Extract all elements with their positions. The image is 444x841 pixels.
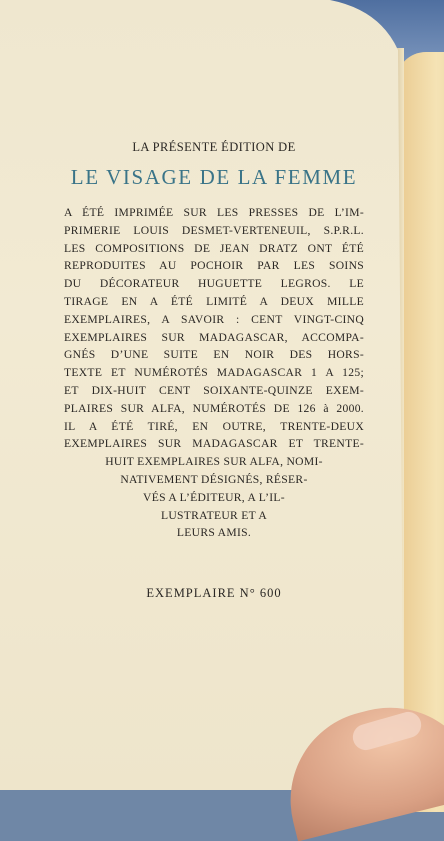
text-line: NATIVEMENT DÉSIGNÉS, RÉSER-: [120, 472, 308, 486]
book-title: LE VISAGE DE LA FEMME: [70, 165, 358, 189]
text-line: LES COMPOSITIONS DE JEAN DRATZ ONT ÉTÉ: [64, 241, 364, 255]
copy-number: EXEMPLAIRE N° 600: [146, 586, 282, 601]
text-line: LUSTRATEUR ET A: [160, 508, 268, 522]
intro-line: LA PRÉSENTE ÉDITION DE: [132, 140, 296, 154]
text-line: TIRAGE EN A ÉTÉ LIMITÉ A DEUX MILLE: [64, 294, 364, 308]
text-line: EXEMPLAIRES SUR MADAGASCAR ET TRENTE-: [64, 437, 364, 451]
text-line: GNÉS D’UNE SUITE EN NOIR DES HORS-: [64, 348, 364, 362]
text-line: PLAIRES SUR ALFA, NUMÉROTÉS DE 126 à 2000.: [64, 401, 364, 415]
text-line: IL A ÉTÉ TIRÉ, EN OUTRE, TRENTE-DEUX: [64, 419, 364, 433]
text-line: TEXTE ET NUMÉROTÉS MADAGASCAR 1 A 125;: [64, 366, 364, 380]
text-line: EXEMPLAIRES SUR MADAGASCAR, ACCOMPA-: [64, 330, 364, 344]
colophon-text: [64, 204, 364, 542]
text-line: ET DIX-HUIT CENT SOIXANTE-QUINZE EXEM-: [64, 383, 364, 397]
text-line: HUIT EXEMPLAIRES SUR ALFA, NOMI-: [105, 455, 323, 469]
text-line: LEURS AMIS.: [176, 526, 252, 540]
text-line: DU DÉCORATEUR HUGUETTE LEGROS. LE: [64, 277, 364, 291]
text-line: VÉS A L’ÉDITEUR, A L’IL-: [143, 490, 285, 504]
text-line: REPRODUITES AU POCHOIR PAR LES SOINS: [64, 259, 364, 273]
text-line: EXEMPLAIRES, A SAVOIR : CENT VINGT-CINQ: [64, 312, 364, 326]
text-line: A ÉTÉ IMPRIMÉE SUR LES PRESSES DE L’IM-: [64, 206, 364, 219]
colophon: [64, 118, 364, 601]
text-line: PRIMERIE LOUIS DESMET-VERTENEUIL, S.P.R.L.: [64, 223, 364, 237]
